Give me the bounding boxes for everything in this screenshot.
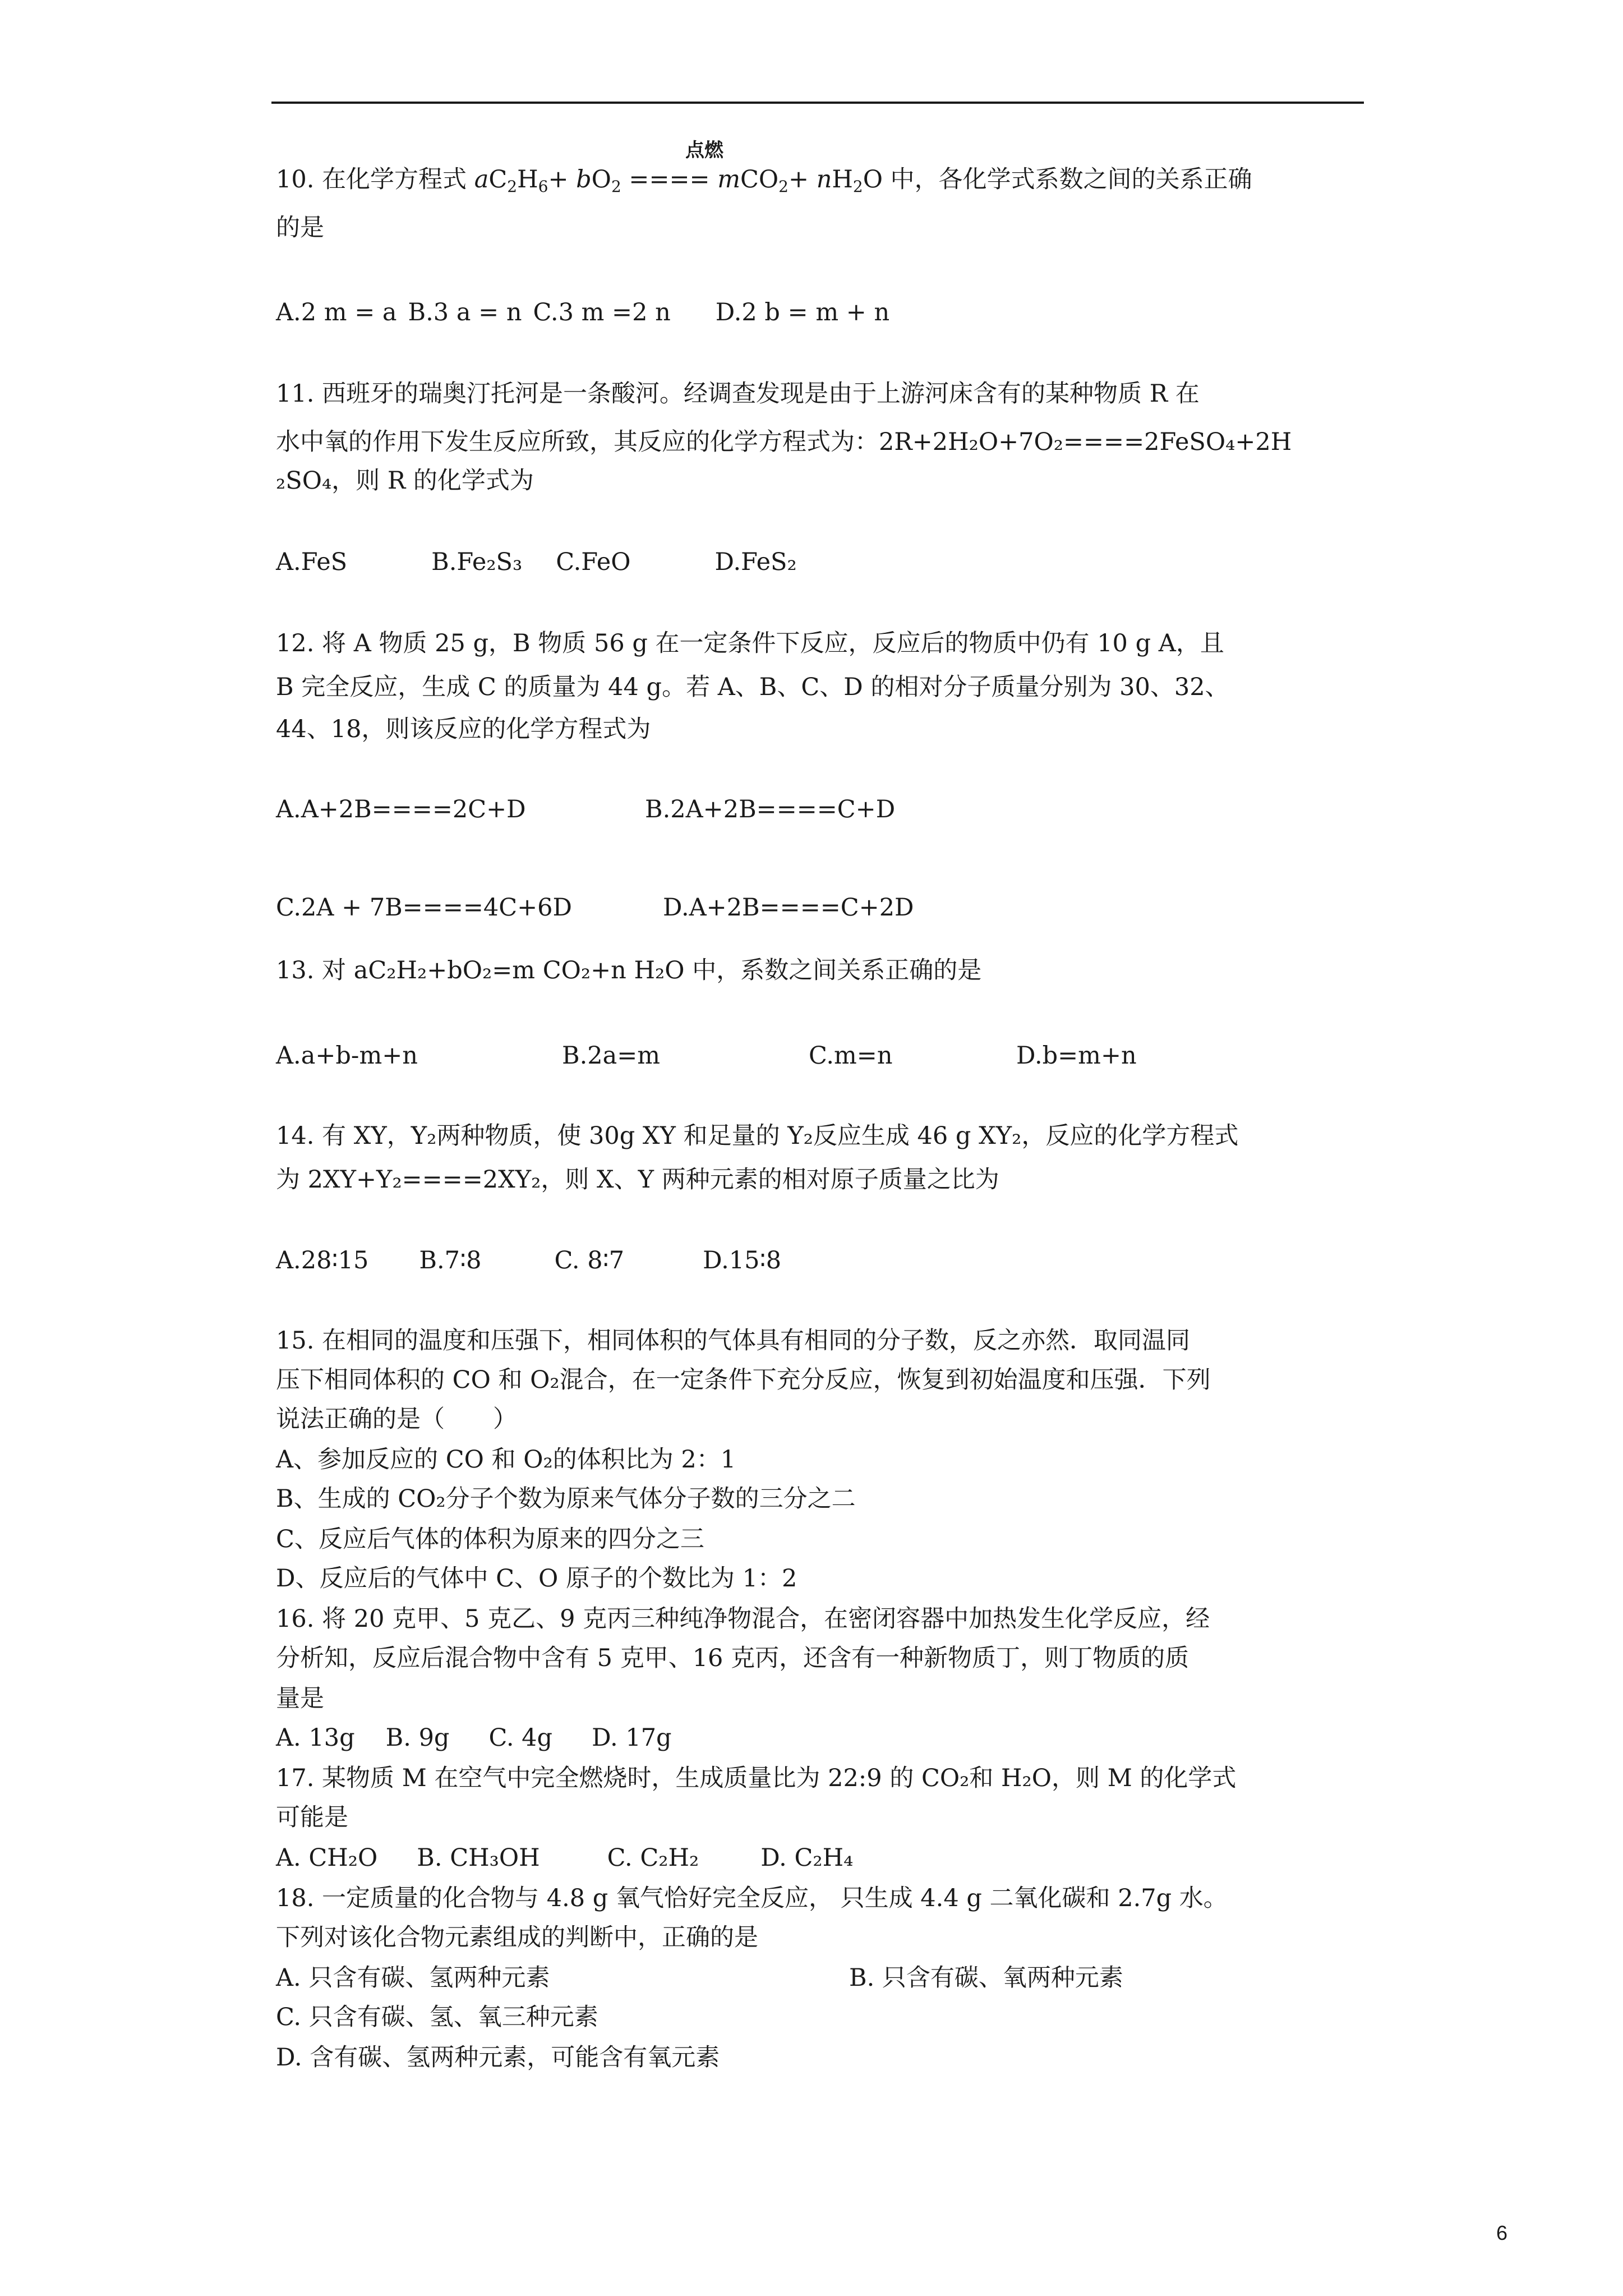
header-rule [271,102,1364,104]
question-16-line-2: 分析知，反应后混合物中含有 5 克甲、16 克丙，还含有一种新物质丁，则丁物质的质 [276,1644,1189,1672]
question-11-options: A.FeS B.Fe₂S₃ C.FeO D.FeS₂ [276,548,797,576]
question-13-option-c: C.m=n [809,1042,893,1070]
question-12-line-2: B 完全反应，生成 C 的质量为 44 g。若 A、B、C、D 的相对分子质量分别为 30、32、 [276,673,1229,701]
question-18-option-a: A. 只含有碳、氢两种元素 [276,1964,550,1992]
question-18-option-c: C. 只含有碳、氢、氧三种元素 [276,2003,598,2031]
question-12-option-d: D.A+2B====C+2D [663,894,914,922]
question-10-line-1: 10. 在化学方程式 $aC_2H_6+ bO_2$ ==== $mCO_2+ nH_2O$ 中，各化学式系数之间的关系正确 [276,165,1252,196]
question-13-option-d: D.b=m+n [1016,1042,1137,1070]
question-11-line-1: 11. 西班牙的瑞奥汀托河是一条酸河。经调查发现是由于上游河床含有的某种物质 R 在 [276,380,1200,408]
question-14-options: A.28∶15 B.7∶8 C. 8∶7 D.15∶8 [276,1246,782,1274]
question-18-option-d: D. 含有碳、氢两种元素，可能含有氧元素 [276,2044,720,2072]
question-15-line-3: 说法正确的是（ ） [276,1405,517,1433]
question-12-option-b: B.2A+2B====C+D [645,795,896,823]
question-13-line-1: 13. 对 aC₂H₂+bO₂=m CO₂+n H₂O 中，系数之间关系正确的是 [276,956,982,984]
question-15-option-a: A、参加反应的 CO 和 O₂的体积比为 2：1 [276,1446,736,1474]
question-14-line-2: 为 2XY+Y₂====2XY₂，则 X、Y 两种元素的相对原子质量之比为 [276,1166,999,1194]
question-16-line-3: 量是 [276,1685,324,1713]
question-14-line-1: 14. 有 XY，Y₂两种物质，使 30g XY 和足量的 Y₂反应生成 46 g XY₂，反应的化学方程式 [276,1122,1239,1150]
question-16-options: A. 13g B. 9g C. 4g D. 17g [276,1724,672,1752]
question-13-option-a: A.a+b-m+n [276,1042,418,1070]
question-16-line-1: 16. 将 20 克甲、5 克乙、9 克丙三种纯净物混合，在密闭容器中加热发生化学反应，经 [276,1605,1210,1633]
reaction-condition-label: 点燃 [685,139,723,162]
question-17-line-1: 17. 某物质 M 在空气中完全燃烧时，生成质量比为 22:9 的 CO₂和 H₂O，则 M 的化学式 [276,1764,1237,1792]
question-18-line-2: 下列对该化合物元素组成的判断中，正确的是 [276,1924,758,1952]
question-11-line-3: ₂SO₄，则 R 的化学式为 [276,467,534,495]
question-12-line-3: 44、18，则该反应的化学方程式为 [276,715,651,743]
question-10-options: A.2 m = a B.3 a = n C.3 m =2 n D.2 b = m + n [276,298,890,326]
page-number: 6 [1496,2221,1508,2244]
question-15-line-1: 15. 在相同的温度和压强下，相同体积的气体具有相同的分子数，反之亦然．取同温同 [276,1327,1191,1355]
question-11-line-2: 水中氧的作用下发生反应所致，其反应的化学方程式为：2R+2H₂O+7O₂====2FeSO₄+2H [276,428,1292,456]
question-17-options: A. CH₂O B. CH₃OH C. C₂H₂ D. C₂H₄ [276,1844,854,1872]
equation-10: $aC_2H_6+ bO_2$ ==== $mCO_2+ nH_2O$ [474,165,891,196]
question-15-option-c: C、反应后气体的体积为原来的四分之三 [276,1525,704,1553]
question-15-option-d: D、反应后的气体中 C、O 原子的个数比为 1：2 [276,1565,797,1593]
question-13-option-b: B.2a=m [562,1042,661,1070]
question-15-option-b: B、生成的 CO₂分子个数为原来气体分子数的三分之二 [276,1485,856,1513]
question-12-option-c: C.2A + 7B====4C+6D [276,894,573,922]
question-12-option-a: A.A+2B====2C+D [276,795,526,823]
question-18-option-b: B. 只含有碳、氧两种元素 [849,1964,1123,1992]
question-17-line-2: 可能是 [276,1803,348,1832]
question-12-line-1: 12. 将 A 物质 25 g，B 物质 56 g 在一定条件下反应，反应后的物质中仍有 10 g A，且 [276,629,1224,657]
question-15-line-2: 压下相同体积的 CO 和 O₂混合，在一定条件下充分反应，恢复到初始温度和压强．下列 [276,1366,1211,1394]
question-18-line-1: 18. 一定质量的化合物与 4.8 g 氧气恰好完全反应， 只生成 4.4 g 二氧化碳和 2.7g 水。 [276,1884,1228,1912]
question-10-line-2: 的是 [276,214,324,242]
